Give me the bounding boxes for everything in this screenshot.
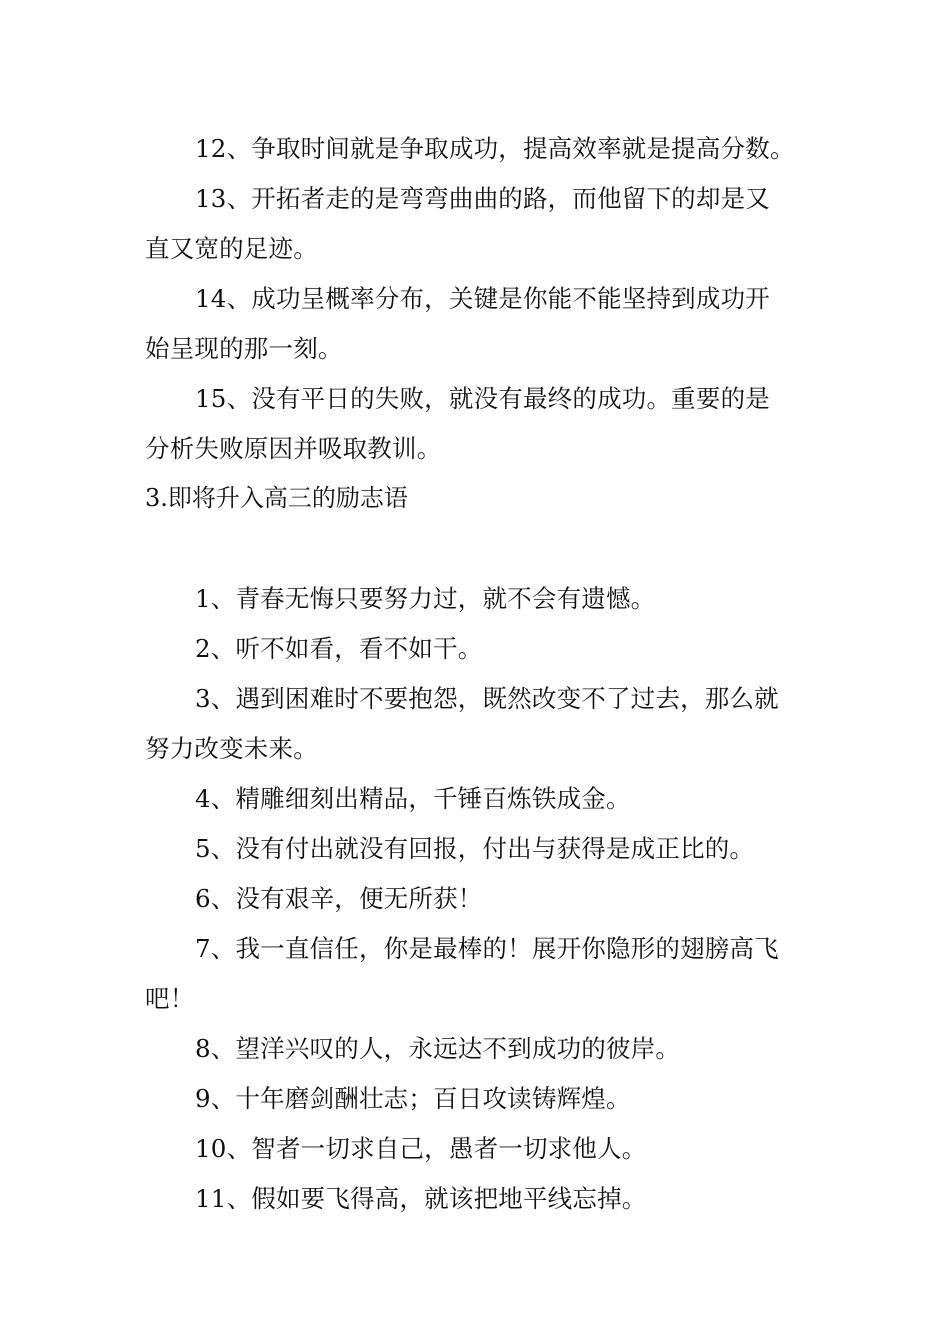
item-15-line-2: 分析失败原因并吸取教训。 xyxy=(145,434,442,463)
s2-item-11-line-1: 11、假如要飞得高，就该把地平线忘掉。 xyxy=(195,1184,647,1213)
item-14-line-2: 始呈现的那一刻。 xyxy=(145,334,343,363)
s2-item-4-line-1: 4、精雕细刻出精品，千锤百炼铁成金。 xyxy=(195,784,631,813)
s2-item-6-line-1: 6、没有艰辛，便无所获！ xyxy=(195,884,483,913)
s2-item-8-line-1: 8、望洋兴叹的人，永远达不到成功的彼岸。 xyxy=(195,1034,681,1063)
s2-item-3-line-2: 努力改变未来。 xyxy=(145,734,318,763)
s2-item-7-line-2: 吧！ xyxy=(145,984,195,1013)
s2-item-9-line-1: 9、十年磨剑酬壮志；百日攻读铸辉煌。 xyxy=(195,1084,631,1113)
s2-item-1-line-1: 1、青春无悔只要努力过，就不会有遗憾。 xyxy=(195,584,656,613)
item-12-line-1: 12、争取时间就是争取成功，提高效率就是提高分数。 xyxy=(195,134,795,163)
s2-item-5-line-1: 5、没有付出就没有回报，付出与获得是成正比的。 xyxy=(195,834,755,863)
section-heading: 3.即将升入高三的励志语 xyxy=(145,484,408,512)
item-14-line-1: 14、成功呈概率分布，关键是你能不能坚持到成功开 xyxy=(195,284,770,313)
item-15-line-1: 15、没有平日的失败，就没有最终的成功。重要的是 xyxy=(195,384,770,413)
s2-item-7-line-1: 7、我一直信任，你是最棒的！展开你隐形的翅膀高飞 xyxy=(195,934,779,963)
s2-item-2-line-1: 2、听不如看，看不如干。 xyxy=(195,634,483,663)
s2-item-10-line-1: 10、智者一切求自己，愚者一切求他人。 xyxy=(195,1134,647,1163)
item-13-line-2: 直又宽的足迹。 xyxy=(145,234,318,263)
item-13-line-1: 13、开拓者走的是弯弯曲曲的路，而他留下的却是又 xyxy=(195,184,770,213)
s2-item-3-line-1: 3、遇到困难时不要抱怨，既然改变不了过去，那么就 xyxy=(195,684,779,713)
